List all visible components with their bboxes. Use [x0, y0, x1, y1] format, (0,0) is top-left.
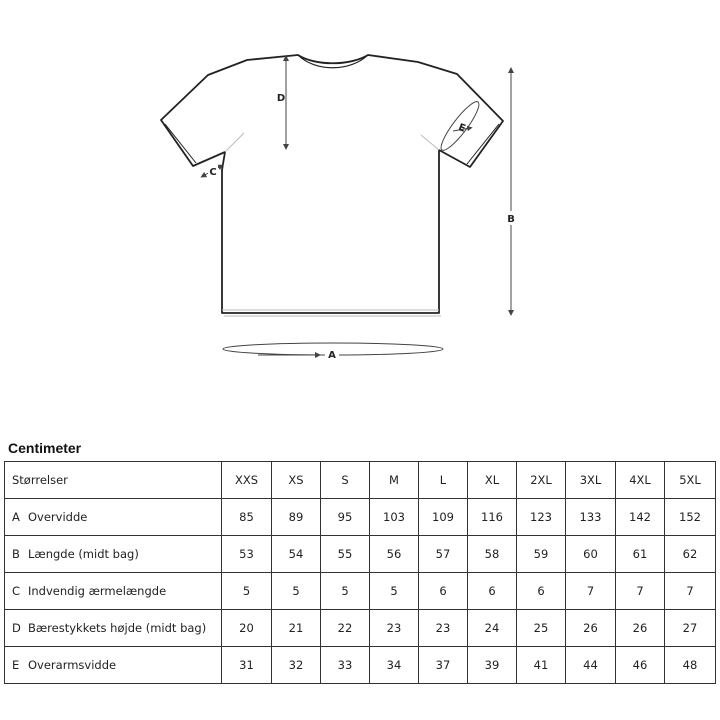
value-cell: 26 — [616, 610, 665, 647]
size-header: S — [321, 462, 370, 499]
row-letter: D — [12, 621, 21, 635]
value-cell: 59 — [517, 536, 566, 573]
value-cell: 60 — [566, 536, 616, 573]
value-cell: 61 — [616, 536, 665, 573]
value-cell: 32 — [272, 647, 321, 684]
measure-e — [436, 98, 483, 154]
value-cell: 24 — [468, 610, 517, 647]
value-cell: 27 — [665, 610, 716, 647]
value-cell: 31 — [222, 647, 272, 684]
value-cell: 21 — [272, 610, 321, 647]
value-cell: 46 — [616, 647, 665, 684]
size-header: XXS — [222, 462, 272, 499]
row-label: Indvendig ærmelængde — [28, 584, 167, 598]
size-header: 2XL — [517, 462, 566, 499]
value-cell: 20 — [222, 610, 272, 647]
value-cell: 116 — [468, 499, 517, 536]
size-chart-table — [4, 461, 716, 684]
row-label-cell — [5, 536, 222, 573]
size-header: XL — [468, 462, 517, 499]
value-cell: 23 — [419, 610, 468, 647]
value-cell: 39 — [468, 647, 517, 684]
value-cell: 7 — [566, 573, 616, 610]
row-label-cell — [5, 647, 222, 684]
value-cell: 62 — [665, 536, 716, 573]
value-cell: 133 — [566, 499, 616, 536]
value-cell: 89 — [272, 499, 321, 536]
table-title: Centimeter — [8, 440, 82, 456]
value-cell: 58 — [468, 536, 517, 573]
table-row — [5, 647, 716, 684]
value-cell: 5 — [321, 573, 370, 610]
value-cell: 48 — [665, 647, 716, 684]
table-row — [5, 536, 716, 573]
value-cell: 5 — [222, 573, 272, 610]
label-b: B — [507, 214, 515, 225]
value-cell: 6 — [468, 573, 517, 610]
value-cell: 55 — [321, 536, 370, 573]
value-cell: 53 — [222, 536, 272, 573]
size-header: L — [419, 462, 468, 499]
row-label: Overarmsvidde — [28, 658, 117, 672]
value-cell: 37 — [419, 647, 468, 684]
value-cell: 22 — [321, 610, 370, 647]
label-d: D — [276, 93, 286, 104]
value-cell: 6 — [419, 573, 468, 610]
row-label: Bærestykkets højde (midt bag) — [28, 621, 207, 635]
value-cell: 5 — [370, 573, 419, 610]
value-cell: 54 — [272, 536, 321, 573]
value-cell: 25 — [517, 610, 566, 647]
row-letter: E — [12, 658, 20, 672]
measure-a — [223, 343, 443, 361]
label-a: A — [328, 350, 336, 361]
measure-c — [203, 165, 221, 178]
row-letter: C — [12, 584, 21, 598]
table-row — [5, 499, 716, 536]
size-header: 4XL — [616, 462, 665, 499]
row-label: Længde (midt bag) — [28, 547, 139, 561]
label-c: C — [209, 167, 217, 178]
tshirt-outline — [161, 55, 503, 313]
value-cell: 152 — [665, 499, 716, 536]
table-row — [5, 610, 716, 647]
value-cell: 142 — [616, 499, 665, 536]
table-header-row — [5, 462, 716, 499]
row-label-cell — [5, 610, 222, 647]
value-cell: 7 — [616, 573, 665, 610]
header-label: Størrelser — [5, 462, 222, 499]
size-header: M — [370, 462, 419, 499]
row-label-cell — [5, 499, 222, 536]
row-label: Overvidde — [28, 510, 88, 524]
value-cell: 44 — [566, 647, 616, 684]
value-cell: 5 — [272, 573, 321, 610]
measure-b — [505, 70, 517, 313]
value-cell: 7 — [665, 573, 716, 610]
size-header: 5XL — [665, 462, 716, 499]
value-cell: 26 — [566, 610, 616, 647]
measure-d — [277, 58, 286, 147]
value-cell: 34 — [370, 647, 419, 684]
label-e: E — [456, 122, 467, 135]
value-cell: 123 — [517, 499, 566, 536]
value-cell: 95 — [321, 499, 370, 536]
value-cell: 57 — [419, 536, 468, 573]
value-cell: 33 — [321, 647, 370, 684]
table-row — [5, 573, 716, 610]
row-letter: B — [12, 547, 20, 561]
value-cell: 23 — [370, 610, 419, 647]
value-cell: 85 — [222, 499, 272, 536]
value-cell: 109 — [419, 499, 468, 536]
value-cell: 41 — [517, 647, 566, 684]
value-cell: 6 — [517, 573, 566, 610]
row-letter: A — [12, 510, 20, 524]
size-header: XS — [272, 462, 321, 499]
value-cell: 56 — [370, 536, 419, 573]
row-label-cell — [5, 573, 222, 610]
armhole-lines — [222, 133, 441, 316]
value-cell: 103 — [370, 499, 419, 536]
size-header: 3XL — [566, 462, 616, 499]
